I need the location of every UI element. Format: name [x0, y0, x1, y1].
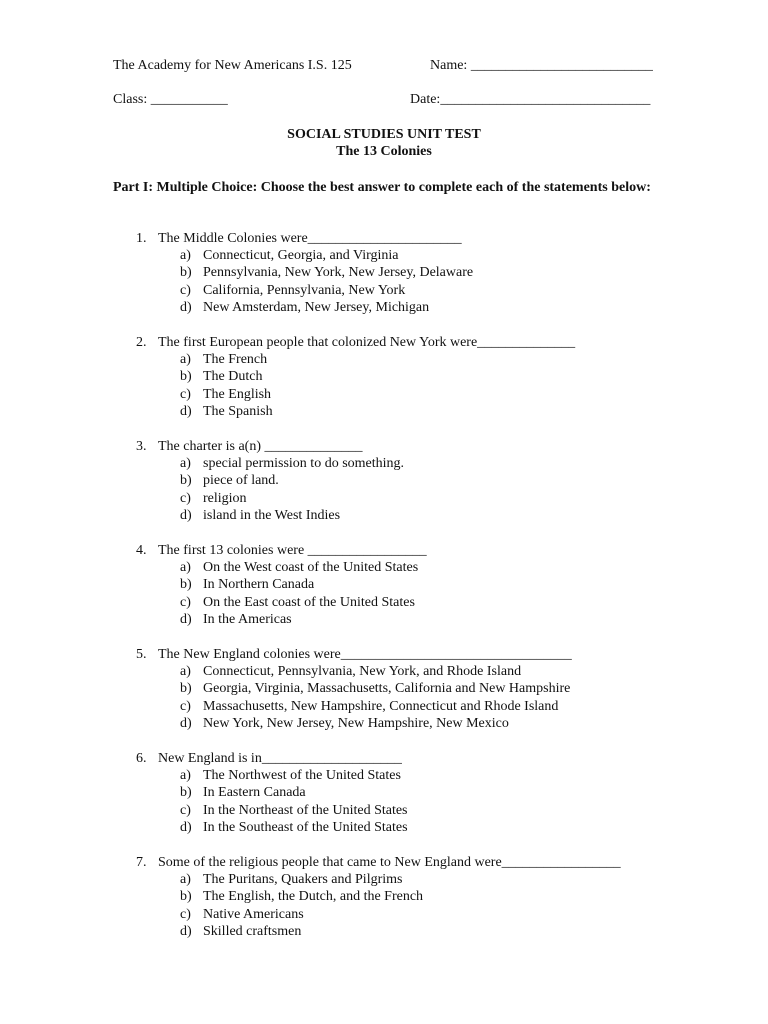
- question-text: Some of the religious people that came to New England were_________________: [158, 855, 621, 870]
- question-2-options: [180, 351, 273, 420]
- question-5: [136, 646, 572, 663]
- question-3: [136, 438, 363, 455]
- answer-option[interactable]: d) In the Americas: [180, 611, 292, 627]
- question-number: 4.: [136, 543, 147, 558]
- question-2: [136, 334, 575, 351]
- answer-option[interactable]: c) Massachusetts, New Hampshire, Connecticut and Rhode Island: [180, 698, 559, 714]
- question-7: [136, 854, 621, 871]
- question-number: 5.: [136, 647, 147, 662]
- question-text: The New England colonies were_________________________________: [158, 647, 572, 662]
- answer-option[interactable]: a) Connecticut, Pennsylvania, New York, and Rhode Island: [180, 664, 522, 679]
- answer-option[interactable]: a) The Northwest of the United States: [180, 768, 401, 783]
- answer-option[interactable]: b) The Dutch: [180, 369, 263, 385]
- test-title: SOCIAL STUDIES UNIT TEST: [287, 127, 481, 142]
- answer-option[interactable]: c) In the Northeast of the United States: [180, 802, 408, 818]
- question-6: [136, 750, 402, 767]
- answer-option[interactable]: b) Georgia, Virginia, Massachusetts, California and New Hampshire: [180, 681, 571, 697]
- answer-option[interactable]: a) The French: [180, 352, 268, 367]
- test-subtitle: The 13 Colonies: [336, 144, 432, 159]
- answer-option[interactable]: c) religion: [180, 490, 247, 506]
- question-number: 1.: [136, 231, 147, 246]
- answer-option[interactable]: c) Native Americans: [180, 906, 304, 922]
- date-field[interactable]: Date:______________________________: [410, 92, 651, 107]
- answer-option[interactable]: d) The Spanish: [180, 403, 273, 419]
- question-6-options: [180, 767, 408, 836]
- school-name: The Academy for New Americans I.S. 125: [113, 58, 352, 73]
- answer-option[interactable]: c) California, Pennsylvania, New York: [180, 282, 406, 298]
- question-number: 2.: [136, 335, 147, 350]
- question-number: 7.: [136, 855, 147, 870]
- question-5-options: [180, 663, 570, 732]
- question-text: The Middle Colonies were______________________: [158, 231, 462, 246]
- answer-option[interactable]: c) The English: [180, 386, 272, 402]
- question-number: 6.: [136, 751, 147, 766]
- answer-option[interactable]: b) Pennsylvania, New York, New Jersey, Delaware: [180, 265, 474, 281]
- answer-option[interactable]: d) New Amsterdam, New Jersey, Michigan: [180, 299, 430, 315]
- question-text: The first European people that colonized New York were______________: [158, 335, 576, 350]
- answer-option[interactable]: b) The English, the Dutch, and the French: [180, 889, 424, 905]
- answer-option[interactable]: d) island in the West Indies: [180, 507, 341, 523]
- answer-option[interactable]: d) New York, New Jersey, New Hampshire, New Mexico: [180, 715, 509, 731]
- answer-option[interactable]: b) In Eastern Canada: [180, 785, 306, 801]
- answer-option[interactable]: a) Connecticut, Georgia, and Virginia: [180, 248, 399, 263]
- answer-option[interactable]: a) special permission to do something.: [180, 456, 405, 471]
- question-7-options: [180, 871, 423, 940]
- part-one-instructions: Part I: Multiple Choice: Choose the best answer to complete each of the statements below:: [113, 180, 651, 195]
- question-4: [136, 542, 427, 559]
- question-text: The first 13 colonies were _________________: [158, 543, 427, 558]
- answer-option[interactable]: d) Skilled craftsmen: [180, 923, 302, 939]
- question-number: 3.: [136, 439, 147, 454]
- class-field[interactable]: Class: ___________: [113, 92, 228, 107]
- question-3-options: [180, 455, 404, 524]
- question-text: New England is in____________________: [158, 751, 402, 766]
- answer-option[interactable]: b) In Northern Canada: [180, 577, 315, 593]
- answer-option[interactable]: b) piece of land.: [180, 473, 279, 489]
- question-1: [136, 230, 462, 247]
- answer-option[interactable]: c) On the East coast of the United States: [180, 594, 415, 610]
- question-text: The charter is a(n) ______________: [158, 439, 363, 454]
- answer-option[interactable]: d) In the Southeast of the United States: [180, 819, 408, 835]
- answer-option[interactable]: a) The Puritans, Quakers and Pilgrims: [180, 872, 403, 887]
- question-4-options: [180, 559, 418, 628]
- question-1-options: [180, 247, 473, 316]
- answer-option[interactable]: a) On the West coast of the United States: [180, 560, 419, 575]
- name-field[interactable]: Name: __________________________: [430, 58, 653, 73]
